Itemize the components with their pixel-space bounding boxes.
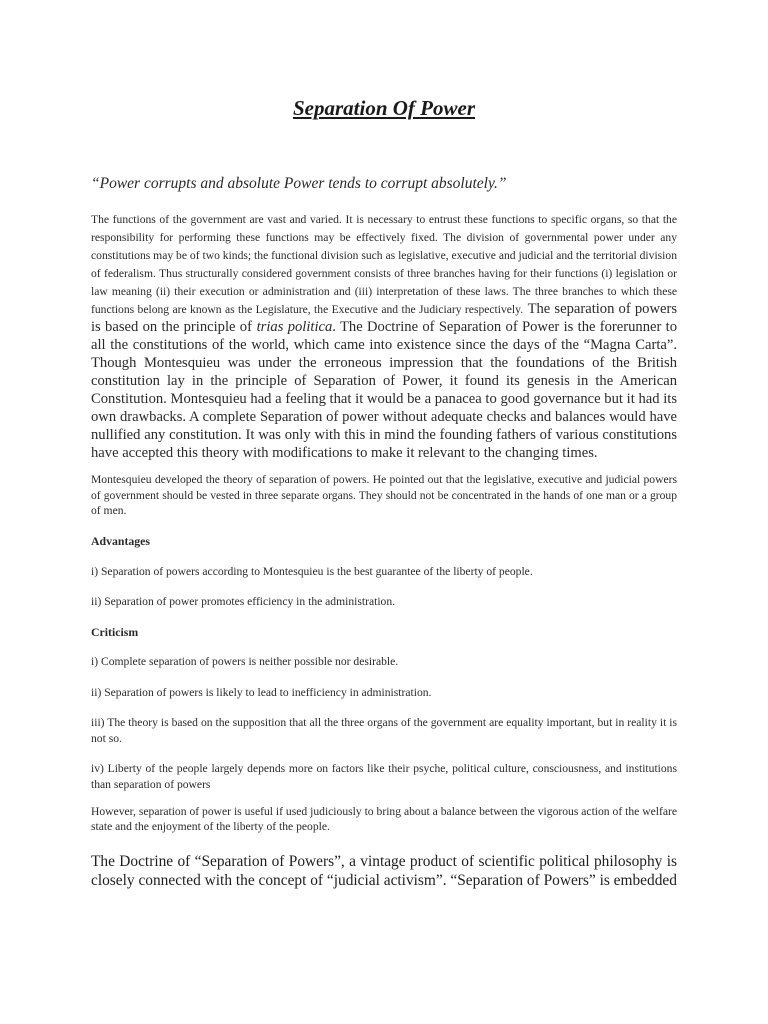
trias-politica-term: trias politica <box>256 319 333 335</box>
advantages-heading: Advantages <box>91 533 150 548</box>
intro-small-text: The functions of the government are vast and varied. It is necessary to entrust these functions to specific organs, so that the responsibility for performing these functions may be effectively fixed. The division of governmental power under any constitutions may be of two kinds; the functional division such as legislative, executive and judicial and the territorial division of federalism. Thus structurally considered government consists of three branches having for their functions (i) legislation or law meaning (ii) their execution or administration and (iii) interpretation of these laws. The three branches to which these functions belong are known as the Legislature, the Executive and the Judiciary respectively. <box>91 213 677 316</box>
document-body <box>91 210 677 906</box>
opening-quote: “Power corrupts and absolute Power tends to corrupt absolutely.” <box>91 175 507 192</box>
final-paragraph: The Doctrine of “Separation of Powers”, a vintage product of scientific political philosophy is closely connected with the concept of “judicial activism”. “Separation of Powers” is embedded <box>91 852 677 890</box>
advantage-item: ii) Separation of power promotes efficiency in the administration. <box>91 595 396 609</box>
intro-paragraph <box>91 210 677 462</box>
page-title: Separation Of Power <box>292 96 475 120</box>
criticism-heading: Criticism <box>91 624 139 639</box>
advantage-item: i) Separation of powers according to Montesquieu is the best guarantee of the liberty of people. <box>91 564 533 578</box>
intro-large-text-before: The separation of powers is based on the principle of <box>91 301 677 335</box>
criticism-item: iii) The theory is based on the supposition that all the three organs of the government are equality important, but in reality it is not so. <box>91 716 677 745</box>
montesquieu-paragraph: Montesquieu developed the theory of separation of powers. He pointed out that the legislative, executive and judicial powers of government should be vested in three separate organs. They should not be concentrated in the hands of one man or a group of men. <box>91 473 677 518</box>
criticism-item: iv) Liberty of the people largely depends more on factors like their psyche, political culture, consciousness, and institutions than separation of powers <box>91 762 677 791</box>
criticism-item: ii) Separation of powers is likely to lead to inefficiency in administration. <box>91 685 432 699</box>
intro-large-text-after: . The Doctrine of Separation of Power is the forerunner to all the constitutions of the world, which came into existence since the days of the “Magna Carta”. Though Montesquieu was under the erroneous impression that the foundations of the British constitution lay in the principle of Separation of Power, it found its genesis in the American Constitution. Montesquieu had a feeling that it would be a panacea to good governance but it had its own drawbacks. A complete Separation of power without adequate checks and balances would have nullified any constitution. It was only with this in mind the founding fathers of various constitutions have accepted this theory with modifications to make it relevant to the changing times. <box>91 319 678 461</box>
criticism-item: i) Complete separation of powers is neither possible nor desirable. <box>91 654 399 668</box>
however-paragraph: However, separation of power is useful if used judiciously to bring about a balance between the vigorous action of the welfare state and the enjoyment of the liberty of the people. <box>91 804 677 834</box>
